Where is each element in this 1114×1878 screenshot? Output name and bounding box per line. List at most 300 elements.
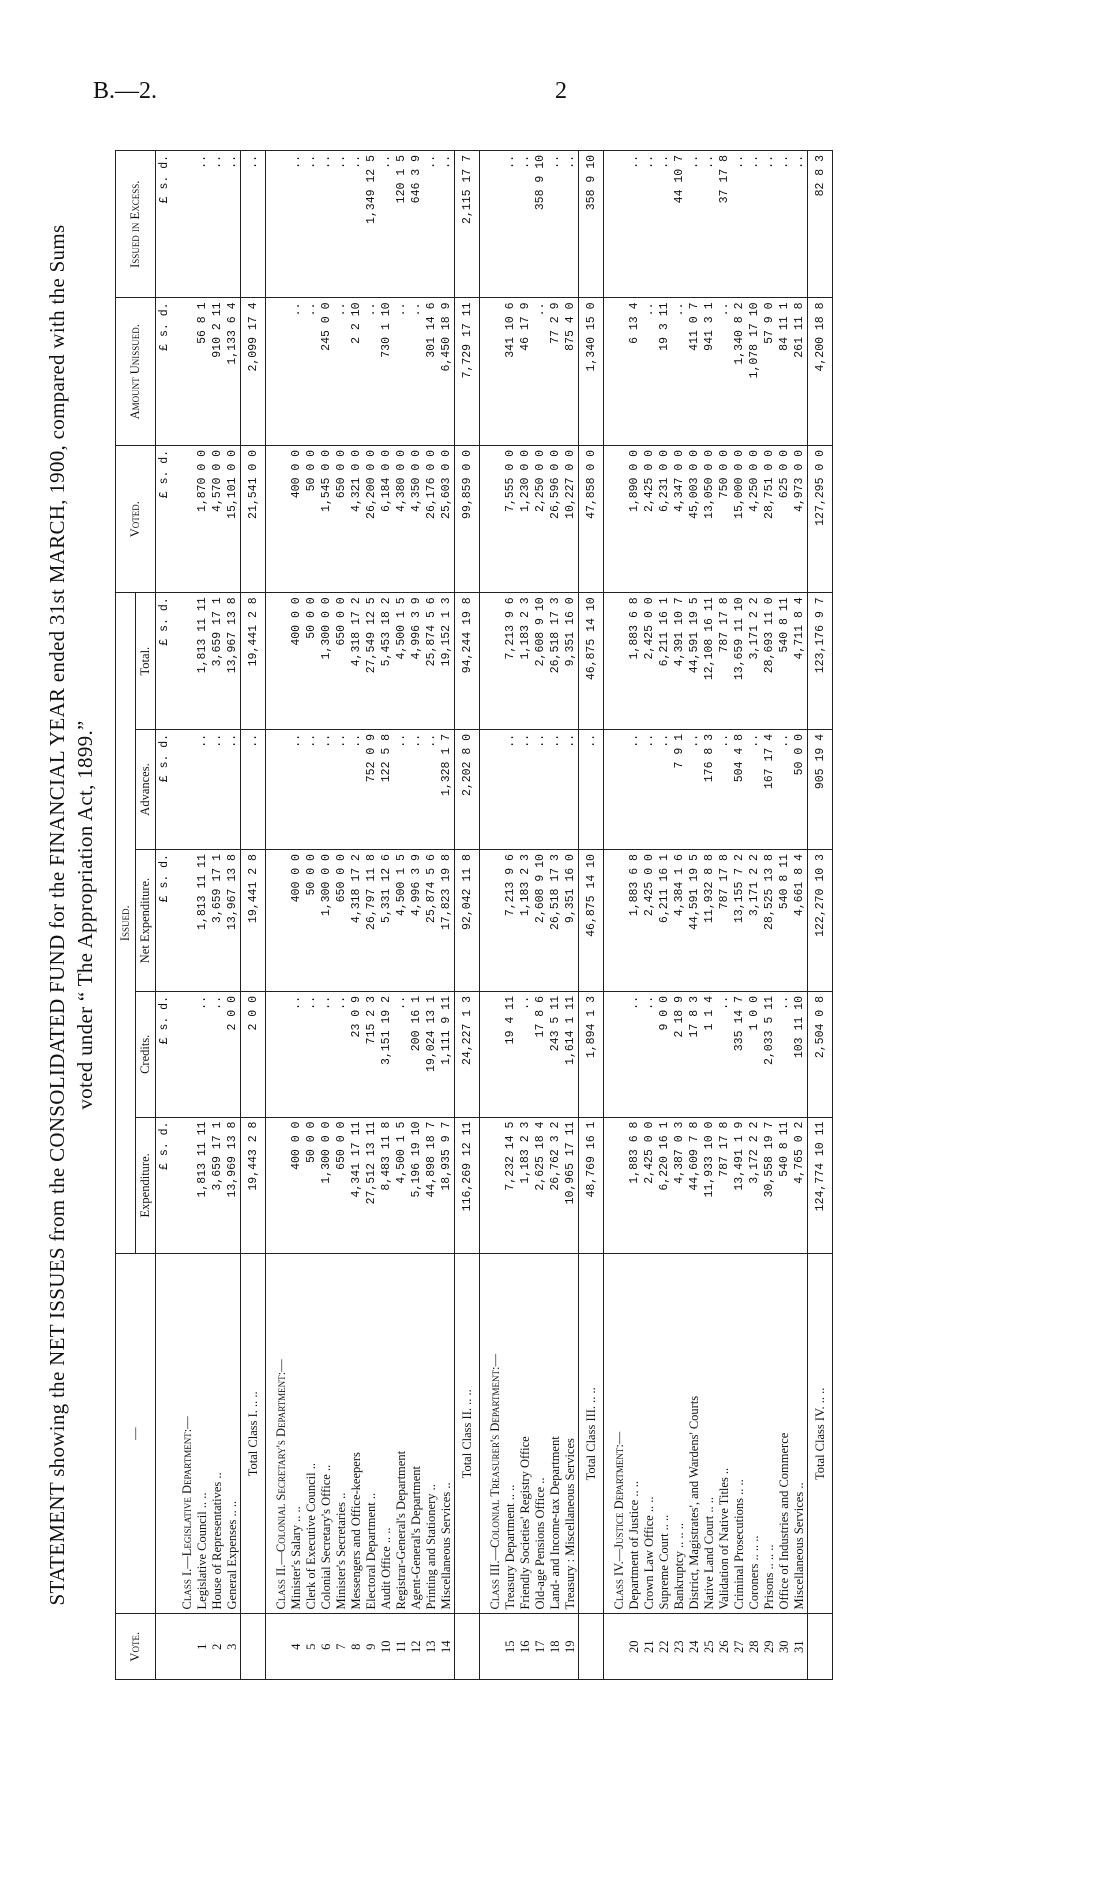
vote-number: 21	[642, 1614, 657, 1680]
vote-number: 16	[518, 1614, 533, 1680]
amount-voted: 25,603 0 0	[439, 445, 455, 592]
total-exp: 124,774 10 11	[808, 1117, 833, 1254]
table-row	[563, 151, 579, 1680]
table-row	[195, 151, 210, 1680]
amount-tot: 1,183 2 3	[518, 593, 533, 730]
amount-exp: 4,765 0 2	[792, 1117, 808, 1254]
amount-adv: ..	[304, 729, 319, 849]
amount-cred: 1,111 9 11	[439, 992, 455, 1118]
amount-exc: 646 3 9	[409, 151, 424, 299]
amount-exp: 13,491 1 9	[732, 1117, 747, 1254]
vote-description: Miscellaneous Services ..	[439, 1254, 455, 1614]
amount-voted: 4,321 0 0	[349, 445, 364, 592]
amount-tot: 4,711 8 4	[792, 593, 808, 730]
amount-exp: 44,898 18 7	[424, 1117, 439, 1254]
lsd-header: £ s. d.	[156, 298, 173, 445]
total-tot: 94,244 19 8	[455, 593, 480, 730]
lsd-header: £ s. d.	[156, 151, 173, 299]
total-voted: 99,859 0 0	[455, 445, 480, 592]
amount-adv: 1,328 1 7	[439, 729, 455, 849]
amount-unis: 84 11 1	[777, 298, 792, 445]
amount-unis: 56 8 1	[195, 298, 210, 445]
amount-exc: ..	[777, 151, 792, 299]
amount-exp: 44,609 7 8	[687, 1117, 702, 1254]
amount-voted: 400 0 0	[289, 445, 304, 592]
col-credits: Credits.	[136, 992, 156, 1118]
amount-exc: ..	[548, 151, 563, 299]
amount-adv: 176 8 3	[702, 729, 717, 849]
amount-exc: 37 17 8	[717, 151, 732, 299]
amount-exp: 26,762 3 2	[548, 1117, 563, 1254]
amount-cred: ..	[319, 992, 334, 1118]
amount-tot: 1,813 11 11	[195, 593, 210, 730]
table-row	[702, 151, 717, 1680]
amount-tot: 787 17 8	[717, 593, 732, 730]
amount-voted: 26,176 0 0	[424, 445, 439, 592]
total-adv: 2,202 8 0	[455, 729, 480, 849]
total-cred: 2 0 0	[241, 992, 266, 1118]
total-net: 122,270 10 3	[808, 850, 833, 992]
amount-cred: ..	[717, 992, 732, 1118]
amount-net: 2,425 0 0	[642, 850, 657, 992]
table-row	[394, 151, 409, 1680]
amount-cred: 17 8 6	[533, 992, 548, 1118]
table-row	[642, 151, 657, 1680]
vote-number: 24	[687, 1614, 702, 1680]
vote-number: 23	[672, 1614, 687, 1680]
table-row	[792, 151, 808, 1680]
amount-unis: 875 4 0	[563, 298, 579, 445]
vote-number: 3	[225, 1614, 241, 1680]
amount-tot: 19,152 1 3	[439, 593, 455, 730]
table-row	[717, 151, 732, 1680]
amount-net: 13,967 13 8	[225, 850, 241, 992]
amount-tot: 2,425 0 0	[642, 593, 657, 730]
table-row	[503, 151, 518, 1680]
col-issued: Issued.	[116, 593, 136, 1254]
amount-unis: 46 17 9	[518, 298, 533, 445]
amount-exc: ..	[225, 151, 241, 299]
amount-exc: ..	[195, 151, 210, 299]
amount-voted: 26,596 0 0	[548, 445, 563, 592]
amount-net: 11,932 8 8	[702, 850, 717, 992]
lsd-header: £ s. d.	[156, 593, 173, 730]
amount-tot: 3,659 17 1	[210, 593, 225, 730]
total-tot: 46,875 14 10	[579, 593, 604, 730]
class-total-row	[579, 151, 604, 1680]
total-unis: 2,099 17 4	[241, 298, 266, 445]
vote-description: Native Land Court .. ..	[702, 1254, 717, 1614]
amount-voted: 2,250 0 0	[533, 445, 548, 592]
amount-tot: 44,591 19 5	[687, 593, 702, 730]
amount-adv: ..	[225, 729, 241, 849]
amount-cred: ..	[518, 992, 533, 1118]
amount-voted: 15,000 0 0	[732, 445, 747, 592]
class-total-row	[808, 151, 833, 1680]
vote-number: 15	[503, 1614, 518, 1680]
amount-unis: 261 11 8	[792, 298, 808, 445]
class-total-row	[455, 151, 480, 1680]
vote-number: 14	[439, 1614, 455, 1680]
vote-number: 28	[747, 1614, 762, 1680]
amount-voted: 4,570 0 0	[210, 445, 225, 592]
amount-exp: 13,969 13 8	[225, 1117, 241, 1254]
amount-unis: 57 9 0	[762, 298, 777, 445]
table-row	[364, 151, 379, 1680]
amount-voted: 750 0 0	[717, 445, 732, 592]
total-tot: 123,176 9 7	[808, 593, 833, 730]
class-heading-row	[180, 151, 195, 1680]
amount-exp: 27,512 13 11	[364, 1117, 379, 1254]
vote-number: 18	[548, 1614, 563, 1680]
amount-exc: ..	[210, 151, 225, 299]
amount-cred: 19 4 11	[503, 992, 518, 1118]
amount-tot: 6,211 16 1	[657, 593, 672, 730]
class-total-label: Total Class I. .. ..	[241, 1254, 266, 1614]
amount-voted: 650 0 0	[334, 445, 349, 592]
amount-cred: ..	[394, 992, 409, 1118]
amount-exc: ..	[379, 151, 394, 299]
lsd-header: £ s. d.	[156, 729, 173, 849]
col-total: Total.	[136, 593, 156, 730]
col-net-expenditure: Net Expenditure.	[136, 850, 156, 992]
amount-voted: 50 0 0	[304, 445, 319, 592]
amount-net: 1,183 2 3	[518, 850, 533, 992]
amount-exc: ..	[747, 151, 762, 299]
amount-cred: 243 5 11	[548, 992, 563, 1118]
amount-cred: 17 8 3	[687, 992, 702, 1118]
amount-exp: 3,659 17 1	[210, 1117, 225, 1254]
amount-net: 3,659 17 1	[210, 850, 225, 992]
total-exp: 19,443 2 8	[241, 1117, 266, 1254]
amount-cred: ..	[304, 992, 319, 1118]
amount-cred: 2 0 0	[225, 992, 241, 1118]
amount-adv: 50 0 0	[792, 729, 808, 849]
col-amount-unissued: Amount Unissued.	[116, 298, 156, 445]
vote-number: 2	[210, 1614, 225, 1680]
amount-unis: 1,133 6 4	[225, 298, 241, 445]
total-exc: 82 8 3	[808, 151, 833, 299]
amount-adv: ..	[334, 729, 349, 849]
amount-adv: ..	[687, 729, 702, 849]
amount-adv: ..	[657, 729, 672, 849]
vote-description: Minister's Secretaries ..	[334, 1254, 349, 1614]
amount-unis: 6,450 18 9	[439, 298, 455, 445]
amount-unis: 245 0 0	[319, 298, 334, 445]
amount-exc: ..	[319, 151, 334, 299]
amount-cred: 9 0 0	[657, 992, 672, 1118]
amount-exp: 4,341 17 11	[349, 1117, 364, 1254]
vote-description: Bankruptcy .. .. ..	[672, 1254, 687, 1614]
amount-voted: 4,350 0 0	[409, 445, 424, 592]
amount-exp: 400 0 0	[289, 1117, 304, 1254]
amount-net: 1,883 6 8	[627, 850, 642, 992]
class-heading-row	[488, 151, 503, 1680]
vote-description: Registrar-General's Department	[394, 1254, 409, 1614]
table-row	[518, 151, 533, 1680]
amount-tot: 400 0 0	[289, 593, 304, 730]
amount-unis: 941 3 1	[702, 298, 717, 445]
amount-voted: 13,050 0 0	[702, 445, 717, 592]
amount-net: 787 17 8	[717, 850, 732, 992]
amount-adv: 504 4 8	[732, 729, 747, 849]
amount-cred: ..	[210, 992, 225, 1118]
amount-exp: 50 0 0	[304, 1117, 319, 1254]
table-row	[334, 151, 349, 1680]
amount-unis: ..	[533, 298, 548, 445]
amount-voted: 1,890 0 0	[627, 445, 642, 592]
total-adv: ..	[579, 729, 604, 849]
amount-tot: 2,608 9 10	[533, 593, 548, 730]
amount-exc: ..	[563, 151, 579, 299]
lsd-header: £ s. d.	[156, 1117, 173, 1254]
amount-exp: 2,625 18 4	[533, 1117, 548, 1254]
amount-voted: 10,227 0 0	[563, 445, 579, 592]
amount-net: 6,211 16 1	[657, 850, 672, 992]
table-row	[687, 151, 702, 1680]
amount-unis: 730 1 10	[379, 298, 394, 445]
vote-number: 9	[364, 1614, 379, 1680]
vote-number: 30	[777, 1614, 792, 1680]
amount-tot: 28,693 11 0	[762, 593, 777, 730]
amount-tot: 4,318 17 2	[349, 593, 364, 730]
amount-tot: 3,171 2 2	[747, 593, 762, 730]
vote-number: 6	[319, 1614, 334, 1680]
vote-number: 7	[334, 1614, 349, 1680]
amount-exc: 44 10 7	[672, 151, 687, 299]
amount-voted: 6,231 0 0	[657, 445, 672, 592]
class-total-row	[241, 151, 266, 1680]
amount-voted: 15,101 0 0	[225, 445, 241, 592]
amount-exc: 1,349 12 5	[364, 151, 379, 299]
table-row	[349, 151, 364, 1680]
table-row	[379, 151, 394, 1680]
amount-unis: 1,078 17 10	[747, 298, 762, 445]
vote-number: 1	[195, 1614, 210, 1680]
total-net: 92,042 11 8	[455, 850, 480, 992]
amount-adv: ..	[548, 729, 563, 849]
amount-tot: 13,967 13 8	[225, 593, 241, 730]
amount-cred: ..	[195, 992, 210, 1118]
statement-table	[115, 150, 833, 1680]
amount-net: 13,155 7 2	[732, 850, 747, 992]
amount-exp: 10,965 17 11	[563, 1117, 579, 1254]
amount-adv: 122 5 8	[379, 729, 394, 849]
total-cred: 24,227 1 3	[455, 992, 480, 1118]
amount-tot: 5,453 18 2	[379, 593, 394, 730]
amount-adv: ..	[349, 729, 364, 849]
amount-exc: ..	[349, 151, 364, 299]
total-voted: 47,858 0 0	[579, 445, 604, 592]
total-exc: 358 9 10	[579, 151, 604, 299]
table-row	[657, 151, 672, 1680]
vote-description: Treasury Department .. ..	[503, 1254, 518, 1614]
amount-cred: ..	[627, 992, 642, 1118]
amount-adv: ..	[533, 729, 548, 849]
amount-adv: 7 9 1	[672, 729, 687, 849]
amount-cred: ..	[777, 992, 792, 1118]
amount-net: 400 0 0	[289, 850, 304, 992]
amount-exp: 787 17 8	[717, 1117, 732, 1254]
vote-number: 11	[394, 1614, 409, 1680]
amount-exc: ..	[627, 151, 642, 299]
amount-exc: ..	[518, 151, 533, 299]
amount-adv: ..	[319, 729, 334, 849]
amount-cred: ..	[642, 992, 657, 1118]
vote-description: District, Magistrates', and Wardens' Courts	[687, 1254, 702, 1614]
vote-description: Validation of Native Titles ..	[717, 1254, 732, 1614]
amount-net: 4,500 1 5	[394, 850, 409, 992]
table-row	[289, 151, 304, 1680]
amount-unis: ..	[394, 298, 409, 445]
vote-description: Prisons .. .. ..	[762, 1254, 777, 1614]
document-id: B.—2.	[93, 78, 158, 104]
vote-number: 29	[762, 1614, 777, 1680]
amount-unis: ..	[334, 298, 349, 445]
amount-cred: ..	[289, 992, 304, 1118]
amount-adv: ..	[642, 729, 657, 849]
amount-net: 25,874 5 6	[424, 850, 439, 992]
amount-voted: 4,347 0 0	[672, 445, 687, 592]
amount-cred: 335 14 7	[732, 992, 747, 1118]
vote-description: Old-age Pensions Office ..	[533, 1254, 548, 1614]
vote-description: Department of Justice .. ..	[627, 1254, 642, 1614]
vote-number: 22	[657, 1614, 672, 1680]
table-row	[533, 151, 548, 1680]
table-row	[627, 151, 642, 1680]
amount-tot: 4,391 10 7	[672, 593, 687, 730]
class-total-label: Total Class III. .. ..	[579, 1254, 604, 1614]
amount-exc: ..	[732, 151, 747, 299]
amount-cred: 715 2 3	[364, 992, 379, 1118]
amount-adv: ..	[777, 729, 792, 849]
amount-net: 4,318 17 2	[349, 850, 364, 992]
total-exc: ..	[241, 151, 266, 299]
amount-net: 4,384 1 6	[672, 850, 687, 992]
amount-voted: 1,230 0 0	[518, 445, 533, 592]
amount-exc: ..	[289, 151, 304, 299]
amount-adv: ..	[717, 729, 732, 849]
amount-unis: ..	[364, 298, 379, 445]
total-cred: 1,894 1 3	[579, 992, 604, 1118]
amount-exp: 1,883 6 8	[627, 1117, 642, 1254]
total-cred: 2,504 0 8	[808, 992, 833, 1118]
amount-net: 9,351 16 0	[563, 850, 579, 992]
amount-net: 4,996 3 9	[409, 850, 424, 992]
vote-number: 13	[424, 1614, 439, 1680]
class-total-label: Total Class IV. .. ..	[808, 1254, 833, 1614]
amount-exp: 2,425 0 0	[642, 1117, 657, 1254]
vote-number: 27	[732, 1614, 747, 1680]
amount-net: 4,661 8 4	[792, 850, 808, 992]
total-voted: 127,295 0 0	[808, 445, 833, 592]
amount-net: 1,300 0 0	[319, 850, 334, 992]
amount-tot: 9,351 16 0	[563, 593, 579, 730]
amount-unis: ..	[409, 298, 424, 445]
total-exp: 48,769 16 1	[579, 1117, 604, 1254]
amount-tot: 50 0 0	[304, 593, 319, 730]
amount-cred: 3,151 19 2	[379, 992, 394, 1118]
vote-number: 4	[289, 1614, 304, 1680]
amount-cred: 2 18 9	[672, 992, 687, 1118]
amount-exp: 4,387 0 3	[672, 1117, 687, 1254]
amount-unis: 2 2 10	[349, 298, 364, 445]
amount-adv: 752 0 9	[364, 729, 379, 849]
amount-exp: 4,500 1 5	[394, 1117, 409, 1254]
amount-net: 5,331 12 6	[379, 850, 394, 992]
vote-number: 31	[792, 1614, 808, 1680]
amount-net: 3,171 2 2	[747, 850, 762, 992]
statement-body	[156, 151, 833, 1680]
vote-description: Electoral Department ..	[364, 1254, 379, 1614]
amount-voted: 7,555 0 0	[503, 445, 518, 592]
amount-net: 44,591 19 5	[687, 850, 702, 992]
amount-tot: 650 0 0	[334, 593, 349, 730]
total-adv: ..	[241, 729, 266, 849]
vote-description: Land- and Income-tax Department	[548, 1254, 563, 1614]
amount-unis: ..	[717, 298, 732, 445]
vote-description: House of Representatives ..	[210, 1254, 225, 1614]
table-row	[762, 151, 777, 1680]
amount-adv: 167 17 4	[762, 729, 777, 849]
vote-description: Supreme Court .. ..	[657, 1254, 672, 1614]
amount-voted: 28,751 0 0	[762, 445, 777, 592]
total-exc: 2,115 17 7	[455, 151, 480, 299]
amount-adv: ..	[210, 729, 225, 849]
class-heading: Class I.—Legislative Department:—	[180, 1254, 195, 1614]
amount-exc: ..	[334, 151, 349, 299]
table-row	[747, 151, 762, 1680]
amount-voted: 625 0 0	[777, 445, 792, 592]
statement-title: STATEMENT showing the NET ISSUES from the CONSOLIDATED FUND for the FINANCIAL YEAR ended 31st MARCH, 1900, compared with the Sums	[45, 224, 69, 1606]
amount-exp: 11,933 10 0	[702, 1117, 717, 1254]
amount-tot: 1,300 0 0	[319, 593, 334, 730]
amount-exc: ..	[503, 151, 518, 299]
amount-cred: 103 11 10	[792, 992, 808, 1118]
lsd-header: £ s. d.	[156, 445, 173, 592]
amount-cred: 1 0 0	[747, 992, 762, 1118]
amount-exp: 1,183 2 3	[518, 1117, 533, 1254]
amount-exc: ..	[424, 151, 439, 299]
total-tot: 19,441 2 8	[241, 593, 266, 730]
vote-description: Treasury : Miscellaneous Services	[563, 1254, 579, 1614]
amount-cred: 1 1 4	[702, 992, 717, 1118]
amount-tot: 7,213 9 6	[503, 593, 518, 730]
amount-exp: 18,935 9 7	[439, 1117, 455, 1254]
amount-tot: 25,874 5 6	[424, 593, 439, 730]
vote-description: Minister's Salary .. ..	[289, 1254, 304, 1614]
vote-number: 12	[409, 1614, 424, 1680]
amount-unis: 910 2 11	[210, 298, 225, 445]
amount-cred: ..	[334, 992, 349, 1118]
amount-exp: 7,232 14 5	[503, 1117, 518, 1254]
lsd-header: £ s. d.	[156, 992, 173, 1118]
amount-unis: 6 13 4	[627, 298, 642, 445]
table-row	[548, 151, 563, 1680]
amount-net: 28,525 13 8	[762, 850, 777, 992]
vote-number: 10	[379, 1614, 394, 1680]
amount-exp: 1,300 0 0	[319, 1117, 334, 1254]
amount-adv: ..	[289, 729, 304, 849]
vote-description: Audit Office .. ..	[379, 1254, 394, 1614]
vote-number: 26	[717, 1614, 732, 1680]
table-row	[424, 151, 439, 1680]
amount-exp: 1,813 11 11	[195, 1117, 210, 1254]
amount-cred: 19,024 13 1	[424, 992, 439, 1118]
amount-exc: 358 9 10	[533, 151, 548, 299]
amount-exc: ..	[762, 151, 777, 299]
amount-voted: 6,184 0 0	[379, 445, 394, 592]
